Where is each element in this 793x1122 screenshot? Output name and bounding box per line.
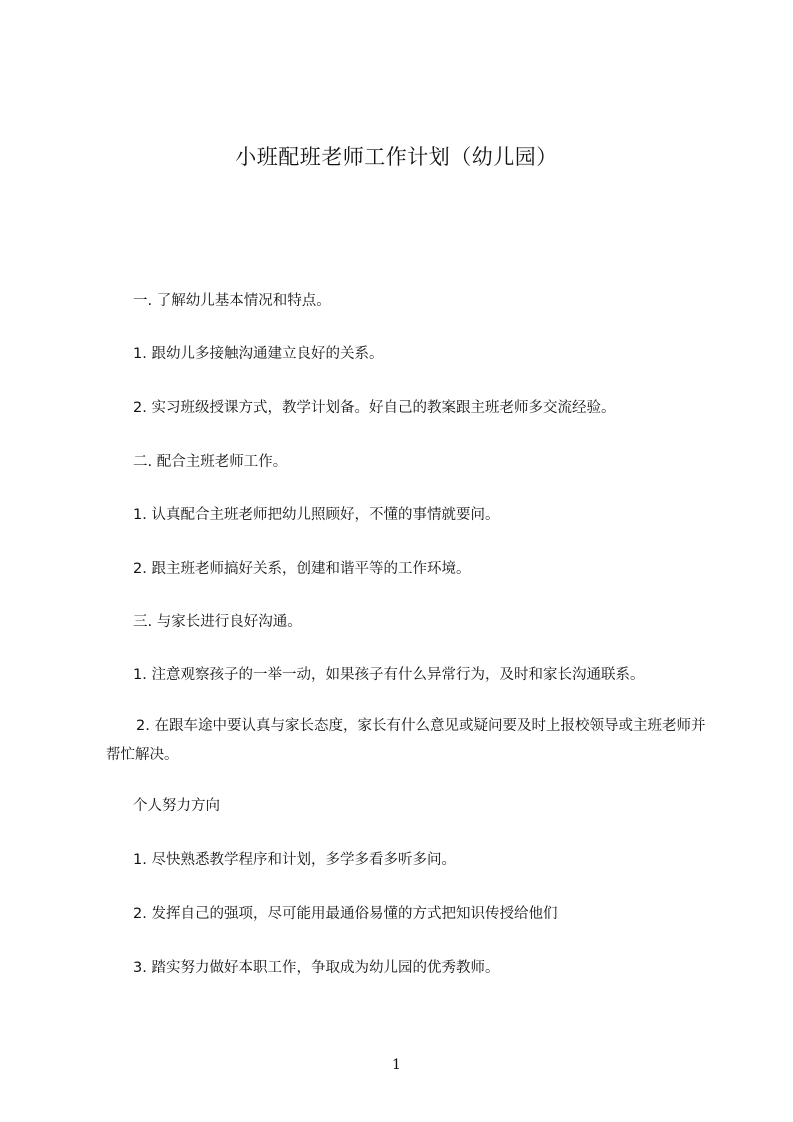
paragraph-3-2: 2. 在跟车途中要认真与家长态度，家长有什么意见或疑问要及时上报校领导或主班老师并帮忙解决。 <box>106 718 706 763</box>
section-heading-3: 三. 与家长进行良好沟通。 <box>133 614 302 630</box>
paragraph-2-1: 1. 认真配合主班老师把幼儿照顾好，不懂的事情就要问。 <box>133 507 500 523</box>
paragraph-1-2: 2. 实习班级授课方式，教学计划备。好自己的教案跟主班老师多交流经验。 <box>133 400 616 416</box>
document-title: 小班配班老师工作计划（幼儿园） <box>235 145 558 169</box>
page-number: 1 <box>392 1057 401 1073</box>
paragraph-3-1: 1. 注意观察孩子的一举一动，如果孩子有什么异常行为，及时和家长沟通联系。 <box>133 667 645 683</box>
paragraph-2-2: 2. 跟主班老师搞好关系，创建和谐平等的工作环境。 <box>133 561 471 577</box>
paragraph-4-1: 1. 尽快熟悉教学程序和计划，多学多看多听多问。 <box>133 852 456 868</box>
section-heading-2: 二. 配合主班老师工作。 <box>133 454 288 470</box>
paragraph-1-1: 1. 跟幼儿多接触沟通建立良好的关系。 <box>133 346 384 362</box>
section-heading-4: 个人努力方向 <box>133 798 220 814</box>
paragraph-4-2: 2. 发挥自己的强项，尽可能用最通俗易懂的方式把知识传授给他们 <box>133 906 558 922</box>
paragraph-4-3: 3. 踏实努力做好本职工作，争取成为幼儿园的优秀教师。 <box>133 960 500 976</box>
section-heading-1: 一. 了解幼儿基本情况和特点。 <box>133 293 331 309</box>
